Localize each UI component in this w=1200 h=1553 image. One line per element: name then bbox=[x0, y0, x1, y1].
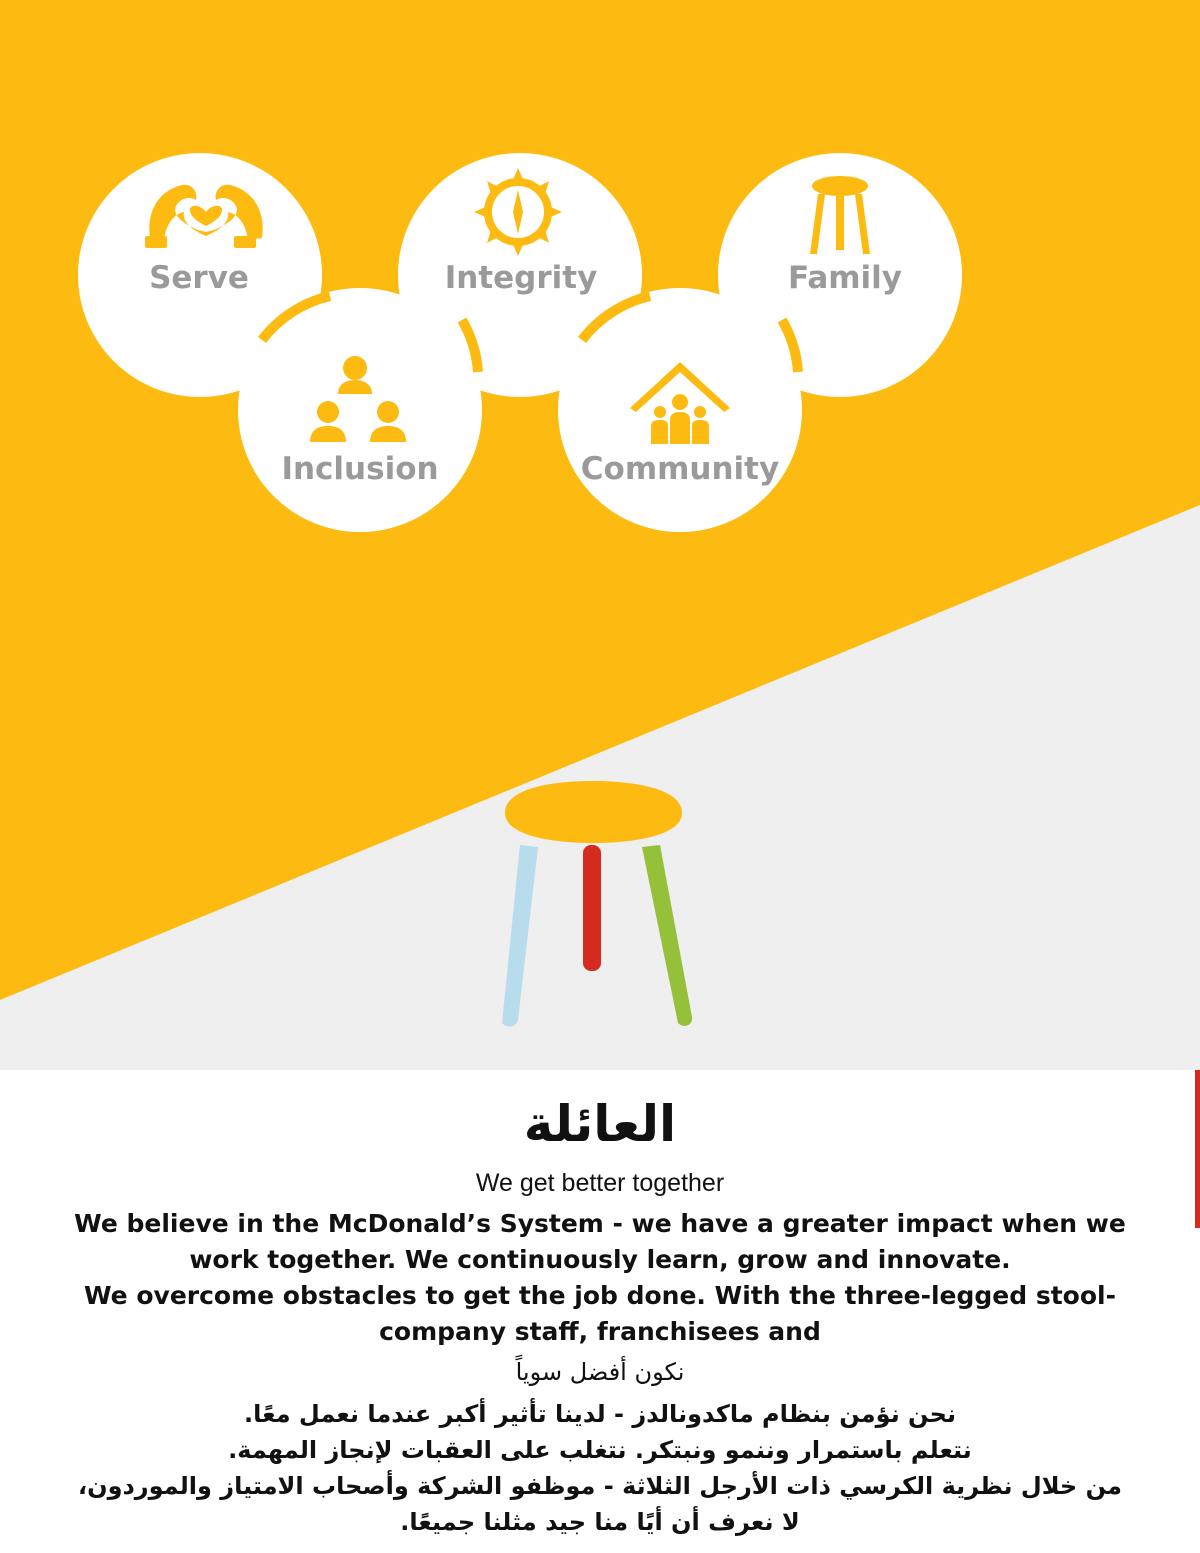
body-english bbox=[60, 1206, 1140, 1350]
stool-leg-green bbox=[642, 845, 692, 1026]
body-arabic-line: لا نعرف أن أيًا منا جيد مثلنا جميعًا. bbox=[400, 1508, 800, 1536]
value-label-serve: Serve bbox=[149, 260, 249, 296]
value-label-integrity: Integrity bbox=[444, 260, 598, 296]
stool-seat bbox=[505, 781, 682, 843]
subtitle-arabic: نكون أفضل سوياً bbox=[515, 1358, 685, 1386]
value-label-family: Family bbox=[787, 260, 903, 296]
body-english-line: company staff, franchisees and bbox=[379, 1317, 821, 1346]
body-arabic-line: نحن نؤمن بنظام ماكدونالدز - لدينا تأثير أكبر عندما نعمل معًا. bbox=[244, 1400, 956, 1428]
body-english-line: work together. We continuously learn, grow and innovate. bbox=[189, 1245, 1011, 1274]
body-arabic-line: نتعلم باستمرار وننمو ونبتكر. نتغلب على العقبات لإنجاز المهمة. bbox=[228, 1436, 972, 1464]
body-arabic-line: من خلال نظرية الكرسي ذات الأرجل الثلاثة - موظفو الشركة وأصحاب الامتياز والموردون، bbox=[77, 1472, 1123, 1500]
value-label-inclusion: Inclusion bbox=[281, 451, 439, 487]
body-english-line: We overcome obstacles to get the job done. With the three-legged stool- bbox=[84, 1281, 1116, 1310]
compass-icon bbox=[474, 168, 562, 256]
stool-illustration bbox=[490, 775, 705, 1035]
values-rings bbox=[0, 0, 1200, 560]
subtitle-english: We get better together bbox=[475, 1169, 725, 1197]
body-english-line: We believe in the McDonald’s System - we have a greater impact when we bbox=[74, 1209, 1126, 1238]
body-arabic bbox=[40, 1396, 1160, 1540]
stool-leg-blue bbox=[502, 845, 538, 1027]
stool-leg-red bbox=[583, 845, 601, 971]
value-label-community: Community bbox=[580, 451, 780, 487]
title-arabic: العائلة bbox=[523, 1095, 677, 1153]
